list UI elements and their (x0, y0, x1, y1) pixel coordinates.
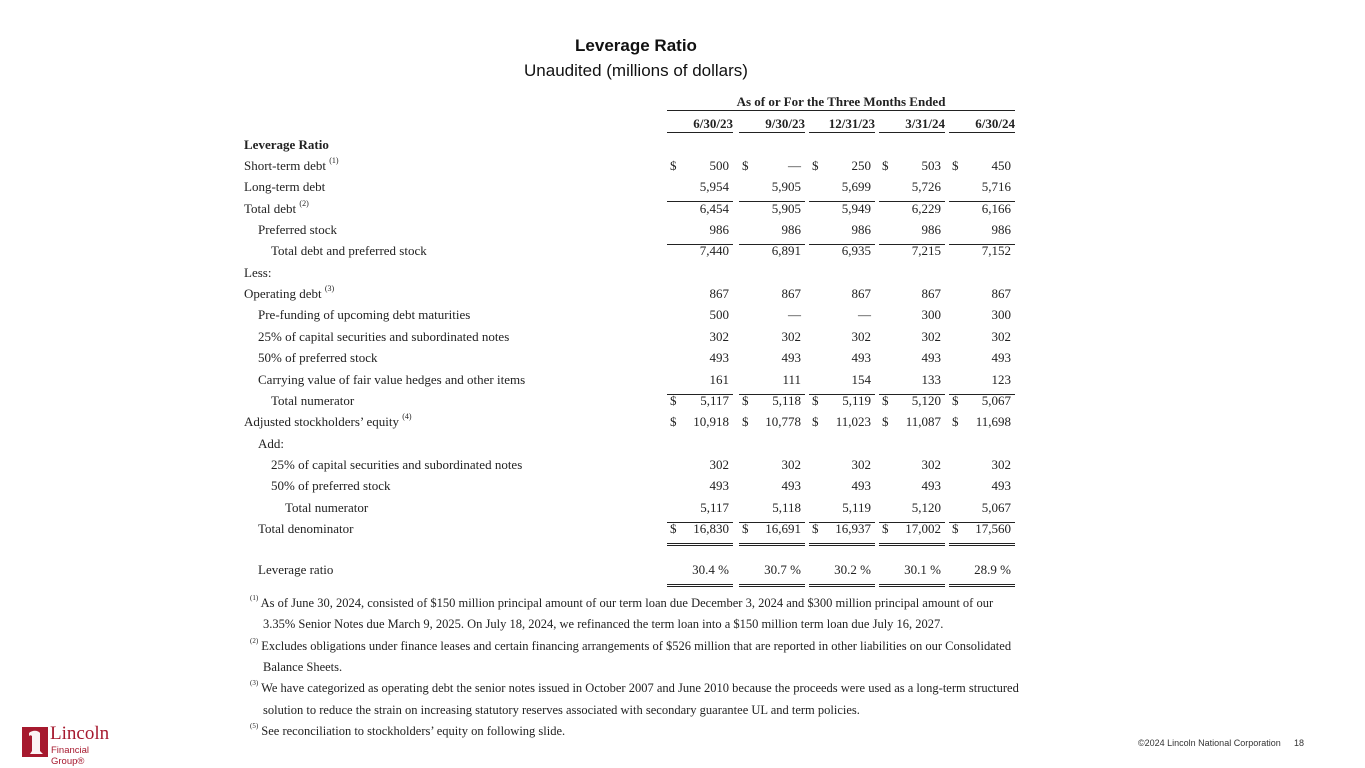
table-cell (809, 222, 875, 245)
cell-value: 302 (921, 456, 941, 472)
row-label (258, 562, 333, 578)
table-cell (667, 521, 733, 546)
row-label (258, 436, 284, 452)
table-cell (809, 350, 875, 372)
cell-value: 6,935 (841, 243, 871, 259)
table-cell (879, 286, 945, 308)
table-cell (949, 307, 1015, 329)
cell-value: 5,117 (700, 499, 729, 515)
footnote-text: As of June 30, 2024, consisted of $150 million principal amount of our term loan due December 3, 2024 and $300 million principal amount of our (260, 596, 994, 610)
footnote-mark: (1) (250, 594, 259, 602)
table-cell (879, 414, 945, 436)
row-label (285, 500, 368, 516)
cell-value: 300 (921, 307, 941, 323)
column-header: 3/31/24 (905, 116, 945, 131)
table-cell (667, 457, 733, 479)
cell-value: 493 (709, 350, 729, 366)
table-cell (879, 222, 945, 245)
currency-symbol: $ (952, 520, 959, 536)
table-cell (949, 521, 1015, 546)
cell-value: 302 (991, 328, 1011, 344)
row-label-text: Total debt (244, 200, 297, 216)
footnote-line (263, 660, 342, 675)
cell-value: 5,117 (700, 392, 729, 408)
table-cell (667, 222, 733, 245)
currency-symbol: $ (670, 392, 677, 408)
footnote-line (250, 721, 566, 739)
row-label (244, 158, 339, 174)
table-cell (949, 478, 1015, 500)
cell-value: 867 (851, 286, 871, 302)
cell-value: 11,087 (905, 414, 941, 430)
table-cell (809, 307, 875, 329)
row-label-text: Total debt and preferred stock (271, 243, 427, 259)
cell-value: 493 (781, 350, 801, 366)
column-header-rule (809, 132, 875, 133)
table-cell (667, 478, 733, 500)
cell-value: 493 (851, 478, 871, 494)
row-label (244, 414, 412, 430)
row-label (258, 350, 377, 366)
table-cell (879, 350, 945, 372)
cell-value: 5,118 (772, 392, 801, 408)
cell-value: 5,120 (911, 499, 941, 515)
table-cell (809, 457, 875, 479)
table-cell (879, 562, 945, 587)
cell-value: 5,119 (842, 499, 871, 515)
cell-value: 5,067 (981, 392, 1011, 408)
table-cell (879, 307, 945, 329)
table-cell (667, 372, 733, 395)
cell-value: 28.9 % (974, 562, 1011, 578)
table-cell (879, 500, 945, 523)
footnote-marker: (4) (402, 412, 412, 422)
cell-value: 5,954 (699, 179, 729, 195)
cell-value: 300 (991, 307, 1011, 323)
currency-symbol: $ (812, 520, 819, 536)
table-cell (809, 329, 875, 351)
table-cell (809, 478, 875, 500)
table-cell (879, 372, 945, 395)
footnote-marker: (3) (324, 284, 335, 294)
table-cell (667, 307, 733, 329)
table-cell (667, 158, 733, 180)
currency-symbol: $ (952, 392, 959, 408)
currency-symbol: $ (812, 158, 819, 173)
period-header: As of or For the Three Months Ended (736, 94, 946, 109)
footnote-text: solution to reduce the strain on increasing statutory reserves associated with secondary guarantee UL and term policies. (263, 702, 860, 717)
row-label-text: 25% of capital securities and subordinated notes (271, 456, 523, 472)
logo-wordmark: Lincoln (50, 723, 110, 744)
table-cell (949, 372, 1015, 395)
table-cell (739, 179, 805, 202)
table-cell (739, 500, 805, 523)
cell-value: 5,067 (981, 499, 1011, 515)
cell-value: 302 (709, 456, 729, 472)
lincoln-logo (22, 723, 122, 767)
cell-value: 6,454 (699, 200, 729, 216)
cell-value: 161 (709, 371, 729, 387)
table-cell (667, 414, 733, 436)
cell-value: 867 (921, 286, 941, 302)
table-cell (809, 393, 875, 415)
cell-value: 5,905 (771, 179, 801, 195)
column-header-rule (879, 132, 945, 133)
page-number: 18 (1294, 738, 1305, 748)
footnote-line (250, 596, 993, 611)
cell-value: 5,119 (842, 392, 871, 408)
table-cell (879, 243, 945, 265)
cell-value: 10,778 (765, 414, 801, 430)
currency-symbol: $ (670, 520, 677, 536)
table-cell (949, 243, 1015, 265)
table-cell (879, 179, 945, 202)
row-label-text: Leverage ratio (258, 562, 334, 578)
table-cell (949, 562, 1015, 587)
row-label-text: Adjusted stockholders’ equity (244, 414, 400, 430)
row-label-text: 25% of capital securities and subordinated notes (258, 328, 510, 344)
table-cell (949, 414, 1015, 436)
currency-symbol: $ (670, 158, 677, 173)
cell-value: 302 (781, 456, 801, 472)
cell-value: 6,229 (911, 200, 941, 216)
row-label (258, 521, 353, 537)
cell-value: 16,830 (693, 520, 729, 536)
table-cell (879, 329, 945, 351)
footnote-line (263, 617, 943, 632)
cell-value: 11,023 (835, 414, 871, 430)
cell-value: 30.2 % (834, 562, 871, 578)
cell-value: 986 (781, 222, 801, 238)
section-label: Leverage Ratio (244, 137, 329, 152)
currency-symbol: $ (670, 414, 677, 430)
table-cell (739, 414, 805, 436)
cell-value: 6,166 (981, 200, 1011, 216)
cell-value: 30.7 % (764, 562, 801, 578)
table-cell (949, 286, 1015, 308)
cell-value: 5,118 (772, 499, 801, 515)
page-subtitle: Unaudited (millions of dollars) (524, 61, 748, 80)
cell-value: 867 (991, 286, 1011, 302)
table-cell (739, 372, 805, 395)
cell-value: 16,691 (765, 520, 801, 536)
cell-value: 986 (921, 222, 941, 238)
cell-value: 867 (781, 286, 801, 302)
table-cell (809, 562, 875, 587)
column-header: 9/30/23 (765, 116, 805, 131)
cell-value: 302 (851, 456, 871, 472)
currency-symbol: $ (882, 392, 889, 408)
table-cell (949, 350, 1015, 372)
row-label-text: 50% of preferred stock (271, 478, 391, 494)
row-label-text: Carrying value of fair value hedges and other items (258, 371, 526, 387)
table-cell (667, 179, 733, 202)
cell-value: 17,560 (975, 520, 1011, 536)
cell-value: 493 (991, 350, 1011, 366)
row-label-text: Operating debt (244, 286, 322, 302)
column-header: 6/30/24 (975, 116, 1015, 131)
table-cell (739, 329, 805, 351)
table-cell (667, 500, 733, 523)
table-cell (949, 500, 1015, 523)
cell-value: 500 (709, 307, 729, 323)
cell-value: 500 (709, 158, 729, 173)
row-label-text: 50% of preferred stock (258, 350, 378, 366)
cell-value: 123 (991, 371, 1011, 387)
currency-symbol: $ (952, 158, 959, 173)
table-cell (739, 286, 805, 308)
cell-value: 302 (851, 328, 871, 344)
footnote-marker: (1) (329, 156, 339, 165)
column-header-rule (739, 132, 805, 133)
row-label (244, 198, 309, 217)
footnote-text: Balance Sheets. (263, 659, 343, 674)
cell-value: 5,699 (841, 179, 871, 195)
cell-value: 7,440 (699, 243, 729, 259)
logo-subtitle: Financial Group® (51, 745, 90, 767)
table-cell (739, 478, 805, 500)
cell-value: 302 (991, 456, 1011, 472)
column-header-rule (949, 132, 1015, 133)
cell-value: 5,120 (911, 392, 941, 408)
row-label-text: Long-term debt (244, 179, 326, 195)
column-header-rule (667, 132, 733, 133)
lincoln-logo-icon (22, 727, 48, 757)
cell-value: 302 (921, 328, 941, 344)
row-label (258, 372, 525, 388)
table-cell (949, 329, 1015, 351)
table-cell (809, 158, 875, 180)
currency-symbol: $ (882, 158, 889, 173)
table-cell (809, 372, 875, 395)
cell-value: 867 (709, 286, 729, 302)
table-cell (739, 201, 805, 223)
currency-symbol: $ (952, 414, 959, 430)
row-label-text: Short-term debt (244, 158, 326, 173)
cell-value: 7,215 (911, 243, 941, 259)
table-cell (667, 243, 733, 265)
footnote-mark: (2) (250, 636, 259, 645)
row-label-text: Preferred stock (258, 222, 338, 238)
table-cell (809, 243, 875, 265)
table-cell (879, 478, 945, 500)
cell-value: 154 (851, 371, 871, 387)
cell-value: 302 (709, 328, 729, 344)
cell-value: 5,726 (911, 179, 941, 195)
footnote-text: See reconciliation to stockholders’ equity on following slide. (261, 723, 566, 738)
cell-value: 11,698 (975, 414, 1011, 430)
page-title: Leverage Ratio (575, 36, 697, 55)
table-cell (739, 521, 805, 546)
table-cell (879, 457, 945, 479)
footnote-text: 3.35% Senior Notes due March 9, 2025. On July 18, 2024, we refinanced the term loan into a $150 million term loan due July 16, 2027. (263, 617, 944, 632)
table-cell (949, 201, 1015, 223)
table-cell (667, 562, 733, 587)
table-cell (667, 286, 733, 308)
table-cell (739, 562, 805, 587)
cell-value: 302 (781, 328, 801, 344)
table-cell (809, 201, 875, 223)
cell-value: 250 (851, 158, 871, 173)
table-cell (949, 393, 1015, 415)
table-cell (809, 500, 875, 523)
cell-value: 5,905 (771, 200, 801, 216)
table-cell (739, 350, 805, 372)
table-cell (739, 243, 805, 265)
currency-symbol: $ (882, 520, 889, 536)
table-cell (809, 179, 875, 202)
table-cell (879, 201, 945, 223)
cell-value: 493 (991, 478, 1011, 494)
cell-value: 133 (921, 371, 941, 387)
table-cell (809, 414, 875, 436)
table-cell (949, 179, 1015, 202)
table-cell (879, 521, 945, 546)
currency-symbol: $ (742, 158, 749, 173)
cell-value: — (788, 158, 801, 173)
row-label (244, 179, 325, 195)
row-label (271, 243, 427, 259)
table-cell (879, 158, 945, 180)
table-cell (879, 393, 945, 415)
cell-value: 5,949 (841, 200, 871, 216)
currency-symbol: $ (742, 414, 749, 430)
row-label (271, 393, 354, 409)
table-cell (739, 307, 805, 329)
table-cell (667, 329, 733, 351)
footnote-line (250, 636, 1012, 654)
footnote-line (263, 703, 860, 718)
cell-value: 10,918 (693, 414, 729, 430)
row-label (258, 307, 470, 323)
row-label-text: Add: (258, 435, 284, 451)
row-label (258, 329, 509, 345)
cell-value: 16,937 (835, 520, 871, 536)
period-header-rule (667, 110, 1015, 111)
cell-value: 493 (709, 478, 729, 494)
table-cell (739, 393, 805, 415)
cell-value: 17,002 (905, 520, 941, 536)
table-cell (739, 457, 805, 479)
table-cell (739, 222, 805, 245)
footnote-line (250, 681, 1019, 696)
cell-value: 111 (782, 371, 801, 387)
copyright-text: ©2024 Lincoln National Corporation (1138, 738, 1281, 748)
column-header: 12/31/23 (828, 116, 875, 131)
row-label-text: Total numerator (271, 392, 355, 408)
cell-value: 6,891 (771, 243, 801, 259)
footnote-text: We have categorized as operating debt the senior notes issued in October 2007 and June 2010 because the proceeds were used as a long-term structured (261, 681, 1019, 696)
footnote-marker: (2) (299, 198, 309, 208)
row-label-text: Less: (244, 264, 272, 280)
cell-value: — (788, 307, 801, 323)
cell-value: 986 (851, 222, 871, 238)
cell-value: 493 (781, 478, 801, 494)
cell-value: 7,152 (981, 243, 1011, 259)
cell-value: 493 (921, 350, 941, 366)
row-label-text: Total numerator (285, 499, 369, 515)
currency-symbol: $ (742, 520, 749, 536)
table-cell (809, 286, 875, 308)
cell-value: 503 (921, 158, 941, 173)
row-label (258, 222, 337, 238)
currency-symbol: $ (812, 414, 819, 430)
cell-value: 450 (991, 158, 1011, 173)
table-cell (809, 521, 875, 546)
table-cell (667, 350, 733, 372)
row-label (271, 457, 522, 473)
cell-value: 986 (709, 222, 729, 238)
column-header: 6/30/23 (693, 116, 733, 131)
row-label (244, 265, 271, 281)
row-label-text: Pre-funding of upcoming debt maturities (258, 307, 471, 323)
currency-symbol: $ (742, 392, 749, 408)
row-label (271, 478, 390, 494)
table-cell (739, 158, 805, 180)
row-label-text: Total denominator (258, 520, 354, 536)
cell-value: 986 (991, 222, 1011, 238)
cell-value: 5,716 (981, 179, 1011, 195)
cell-value: 493 (921, 478, 941, 494)
cell-value: 30.4 % (692, 562, 729, 578)
footnote-text: Excludes obligations under finance leases and certain financing arrangements of $526 million that are reported in other liabilities on our Consolidated (261, 638, 1012, 653)
table-cell (949, 222, 1015, 245)
footnote-mark: (3) (250, 679, 259, 688)
cell-value: — (858, 307, 871, 323)
table-cell (949, 158, 1015, 180)
table-cell (949, 457, 1015, 479)
cell-value: 493 (851, 350, 871, 366)
row-label (244, 286, 334, 302)
cell-value: 30.1 % (904, 562, 941, 578)
table-cell (667, 201, 733, 223)
table-cell (667, 393, 733, 415)
currency-symbol: $ (812, 392, 819, 408)
currency-symbol: $ (882, 414, 889, 430)
footnote-mark: (5) (250, 721, 259, 730)
